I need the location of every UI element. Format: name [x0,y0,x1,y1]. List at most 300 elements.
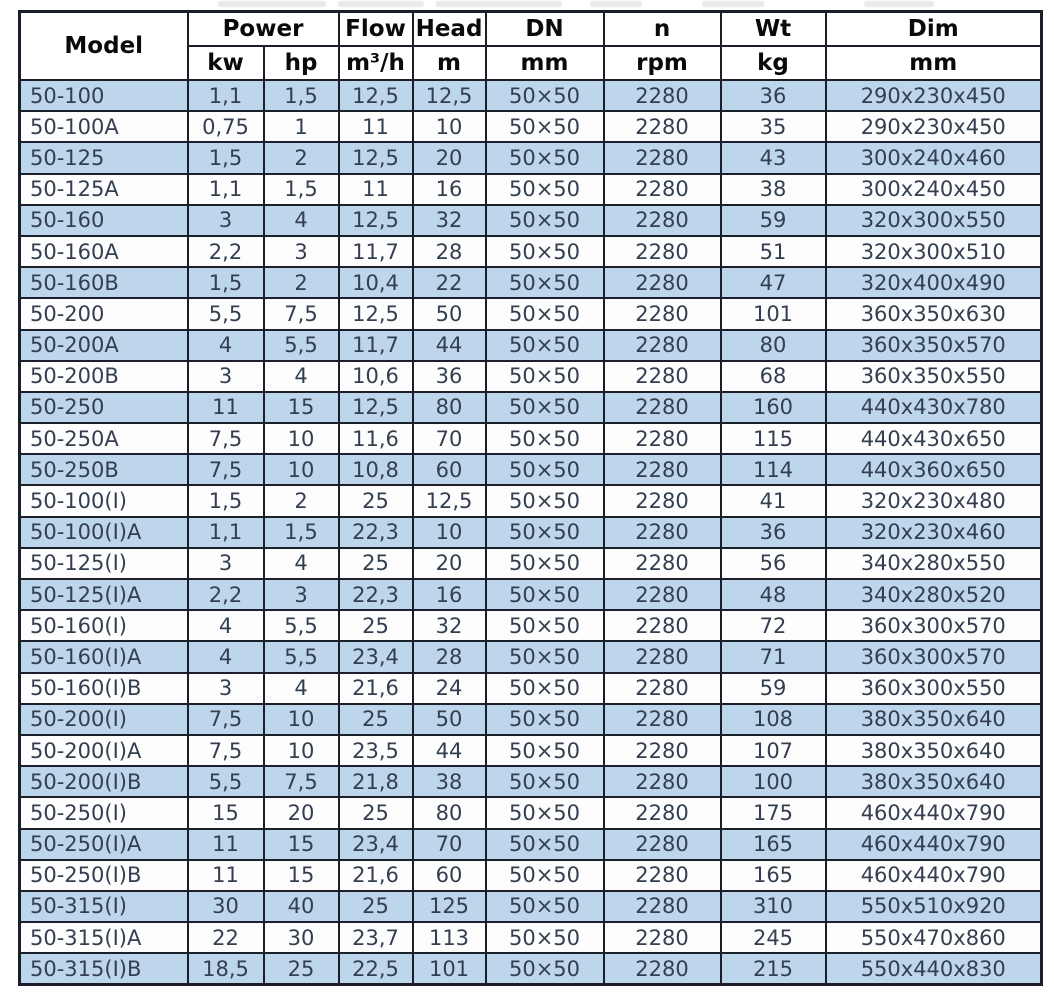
cell-dn: 50×50 [486,517,604,548]
cropped-content-artifact [590,1,642,7]
cell-dn: 50×50 [486,922,604,953]
table-row [20,361,1042,392]
cell-head: 28 [413,641,486,672]
cell-kw: 11 [188,392,264,423]
cell-dim: 550x510x920 [826,891,1042,922]
cell-model: 50-315(I) [20,891,188,922]
cell-model: 50-100(I) [20,485,188,516]
table-row [20,298,1042,329]
table-row [20,454,1042,485]
cell-model: 50-100(I)A [20,517,188,548]
cell-dim: 320x300x510 [826,236,1042,267]
cell-flow: 22,5 [339,953,413,985]
cell-n: 2280 [604,142,721,173]
cell-wt: 107 [721,735,826,766]
cell-kw: 2,2 [188,579,264,610]
cell-flow: 11 [339,174,413,205]
cell-flow: 10,6 [339,361,413,392]
cell-flow: 25 [339,704,413,735]
cell-flow: 23,5 [339,735,413,766]
cell-model: 50-200B [20,361,188,392]
cell-wt: 51 [721,236,826,267]
cell-head: 24 [413,673,486,704]
cell-kw: 7,5 [188,423,264,454]
cell-kw: 11 [188,829,264,860]
col-header-flow: Flow [339,12,413,47]
cell-model: 50-125 [20,142,188,173]
cell-flow: 25 [339,485,413,516]
cell-wt: 80 [721,330,826,361]
cell-head: 44 [413,735,486,766]
cell-flow: 11 [339,111,413,142]
cell-hp: 10 [264,735,339,766]
cell-hp: 5,5 [264,330,339,361]
cell-model: 50-250B [20,454,188,485]
cell-hp: 25 [264,953,339,985]
cell-wt: 36 [721,517,826,548]
cell-dim: 340x280x520 [826,579,1042,610]
cell-n: 2280 [604,891,721,922]
cell-n: 2280 [604,267,721,298]
cell-kw: 1,5 [188,267,264,298]
cell-dim: 360x300x550 [826,673,1042,704]
cell-n: 2280 [604,641,721,672]
cell-n: 2280 [604,174,721,205]
cell-n: 2280 [604,485,721,516]
table-row [20,704,1042,735]
cell-dim: 290x230x450 [826,111,1042,142]
cell-dn: 50×50 [486,766,604,797]
cell-flow: 25 [339,891,413,922]
cell-kw: 3 [188,205,264,236]
cell-head: 16 [413,579,486,610]
cell-flow: 12,5 [339,80,413,111]
cell-hp: 4 [264,673,339,704]
cell-hp: 1,5 [264,174,339,205]
table-row [20,236,1042,267]
col-header-dn: DN [486,12,604,47]
cell-model: 50-160A [20,236,188,267]
cell-model: 50-100A [20,111,188,142]
cell-n: 2280 [604,298,721,329]
cell-dn: 50×50 [486,829,604,860]
cell-n: 2280 [604,953,721,985]
table-row [20,205,1042,236]
cell-model: 50-160(I)A [20,641,188,672]
cell-hp: 3 [264,579,339,610]
cell-hp: 5,5 [264,610,339,641]
unit-header-kw: kw [188,46,264,80]
cropped-content-artifact [338,1,424,7]
table-header [20,12,1042,81]
cell-model: 50-250(I) [20,797,188,828]
cell-flow: 12,5 [339,298,413,329]
cell-dim: 460x440x790 [826,829,1042,860]
cell-model: 50-200(I) [20,704,188,735]
cell-kw: 7,5 [188,454,264,485]
cell-wt: 71 [721,641,826,672]
table-row [20,641,1042,672]
cell-n: 2280 [604,860,721,891]
cell-model: 50-200A [20,330,188,361]
cell-dim: 340x280x550 [826,548,1042,579]
cell-head: 22 [413,267,486,298]
table-row [20,922,1042,953]
cell-hp: 2 [264,142,339,173]
unit-header-head: m [413,46,486,80]
table-row [20,735,1042,766]
cell-kw: 30 [188,891,264,922]
cell-dn: 50×50 [486,111,604,142]
cell-hp: 30 [264,922,339,953]
cell-flow: 10,4 [339,267,413,298]
cell-dn: 50×50 [486,298,604,329]
cell-wt: 114 [721,454,826,485]
cell-n: 2280 [604,766,721,797]
cell-kw: 5,5 [188,766,264,797]
cell-head: 32 [413,610,486,641]
cell-wt: 175 [721,797,826,828]
cell-wt: 36 [721,80,826,111]
table-row [20,485,1042,516]
cell-wt: 68 [721,361,826,392]
cell-hp: 4 [264,205,339,236]
cell-wt: 41 [721,485,826,516]
cell-dim: 360x300x570 [826,610,1042,641]
cell-n: 2280 [604,829,721,860]
cell-hp: 20 [264,797,339,828]
table-row [20,673,1042,704]
cell-dn: 50×50 [486,205,604,236]
cell-dim: 380x350x640 [826,735,1042,766]
cell-head: 12,5 [413,485,486,516]
cell-hp: 5,5 [264,641,339,672]
cell-head: 10 [413,517,486,548]
cell-model: 50-315(I)B [20,953,188,985]
cell-flow: 22,3 [339,517,413,548]
cell-head: 28 [413,236,486,267]
cell-head: 32 [413,205,486,236]
cropped-content-artifact [864,1,934,7]
cell-dim: 440x430x650 [826,423,1042,454]
cell-dn: 50×50 [486,454,604,485]
cell-model: 50-125A [20,174,188,205]
unit-header-dim: mm [826,46,1042,80]
cell-hp: 10 [264,704,339,735]
cell-kw: 2,2 [188,236,264,267]
cell-kw: 1,1 [188,517,264,548]
cell-model: 50-125(I)A [20,579,188,610]
cell-flow: 11,7 [339,236,413,267]
cell-head: 60 [413,454,486,485]
cell-dn: 50×50 [486,735,604,766]
cell-dn: 50×50 [486,485,604,516]
cell-model: 50-250(I)B [20,860,188,891]
table-row [20,392,1042,423]
cell-wt: 38 [721,174,826,205]
cell-hp: 15 [264,392,339,423]
cell-flow: 25 [339,610,413,641]
cell-model: 50-100 [20,80,188,111]
cell-dn: 50×50 [486,891,604,922]
cell-kw: 3 [188,548,264,579]
cell-hp: 10 [264,454,339,485]
cell-kw: 3 [188,361,264,392]
table-row [20,517,1042,548]
cell-wt: 72 [721,610,826,641]
cell-kw: 11 [188,860,264,891]
cell-head: 10 [413,111,486,142]
cell-model: 50-200 [20,298,188,329]
cell-n: 2280 [604,205,721,236]
cell-dim: 320x230x480 [826,485,1042,516]
cell-head: 20 [413,548,486,579]
table-row [20,579,1042,610]
cell-model: 50-250A [20,423,188,454]
cell-wt: 165 [721,860,826,891]
table-row [20,610,1042,641]
cell-dim: 320x230x460 [826,517,1042,548]
cell-head: 16 [413,174,486,205]
unit-header-flow: m³/h [339,46,413,80]
cell-dim: 300x240x460 [826,142,1042,173]
cell-dn: 50×50 [486,236,604,267]
cell-dn: 50×50 [486,704,604,735]
cell-model: 50-160(I) [20,610,188,641]
cell-wt: 115 [721,423,826,454]
cell-dim: 360x300x570 [826,641,1042,672]
table-row [20,548,1042,579]
cell-dn: 50×50 [486,142,604,173]
cell-model: 50-250 [20,392,188,423]
cell-n: 2280 [604,922,721,953]
cell-n: 2280 [604,517,721,548]
cell-n: 2280 [604,579,721,610]
cell-dn: 50×50 [486,641,604,672]
cell-flow: 12,5 [339,205,413,236]
cell-flow: 11,6 [339,423,413,454]
cell-dn: 50×50 [486,423,604,454]
cell-flow: 23,7 [339,922,413,953]
cell-n: 2280 [604,548,721,579]
cell-dim: 300x240x450 [826,174,1042,205]
cell-dim: 460x440x790 [826,860,1042,891]
cell-hp: 1,5 [264,80,339,111]
cell-head: 70 [413,829,486,860]
table-row [20,423,1042,454]
cell-dn: 50×50 [486,860,604,891]
cell-n: 2280 [604,735,721,766]
cell-flow: 21,6 [339,673,413,704]
cell-head: 125 [413,891,486,922]
cell-n: 2280 [604,423,721,454]
cell-n: 2280 [604,704,721,735]
cell-head: 44 [413,330,486,361]
unit-header-dn: mm [486,46,604,80]
cell-dn: 50×50 [486,80,604,111]
cell-kw: 0,75 [188,111,264,142]
cell-dn: 50×50 [486,610,604,641]
header-row-groups [20,12,1042,47]
cell-wt: 215 [721,953,826,985]
cell-kw: 1,5 [188,142,264,173]
cell-dim: 460x440x790 [826,797,1042,828]
cell-wt: 59 [721,673,826,704]
cell-dim: 360x350x570 [826,330,1042,361]
cell-n: 2280 [604,330,721,361]
cell-flow: 22,3 [339,579,413,610]
cell-hp: 10 [264,423,339,454]
cell-dn: 50×50 [486,361,604,392]
cell-hp: 1,5 [264,517,339,548]
cell-model: 50-250(I)A [20,829,188,860]
cell-flow: 23,4 [339,829,413,860]
table-row [20,330,1042,361]
table-row [20,797,1042,828]
cell-kw: 5,5 [188,298,264,329]
cell-n: 2280 [604,797,721,828]
cell-head: 50 [413,704,486,735]
cell-dn: 50×50 [486,330,604,361]
cell-model: 50-160B [20,267,188,298]
cell-wt: 160 [721,392,826,423]
cell-flow: 23,4 [339,641,413,672]
cell-wt: 48 [721,579,826,610]
cell-kw: 1,1 [188,80,264,111]
cell-dn: 50×50 [486,953,604,985]
cell-model: 50-200(I)A [20,735,188,766]
cell-head: 20 [413,142,486,173]
cell-flow: 11,7 [339,330,413,361]
cell-head: 80 [413,797,486,828]
cell-dim: 290x230x450 [826,80,1042,111]
cell-hp: 4 [264,548,339,579]
cell-dn: 50×50 [486,673,604,704]
cell-wt: 47 [721,267,826,298]
cell-dim: 550x470x860 [826,922,1042,953]
table-body [20,80,1042,985]
table-row [20,766,1042,797]
table-row [20,891,1042,922]
table-row [20,829,1042,860]
cell-dn: 50×50 [486,174,604,205]
cropped-content-artifact [702,1,764,7]
cell-dim: 380x350x640 [826,704,1042,735]
cell-flow: 12,5 [339,142,413,173]
cell-wt: 59 [721,205,826,236]
cell-model: 50-160(I)B [20,673,188,704]
cell-wt: 35 [721,111,826,142]
cell-model: 50-315(I)A [20,922,188,953]
cell-head: 113 [413,922,486,953]
cell-kw: 7,5 [188,704,264,735]
table-row [20,80,1042,111]
cell-head: 38 [413,766,486,797]
cell-hp: 2 [264,485,339,516]
cell-dim: 440x360x650 [826,454,1042,485]
cell-dim: 550x440x830 [826,953,1042,985]
cell-wt: 165 [721,829,826,860]
cell-hp: 7,5 [264,766,339,797]
table-row [20,111,1042,142]
cell-dim: 320x300x550 [826,205,1042,236]
cell-n: 2280 [604,361,721,392]
cropped-content-artifact [218,1,326,7]
col-header-n: n [604,12,721,47]
cell-model: 50-160 [20,205,188,236]
cell-dim: 320x400x490 [826,267,1042,298]
table-row [20,142,1042,173]
cropped-content-artifact [436,1,562,7]
cell-hp: 3 [264,236,339,267]
cell-dim: 360x350x630 [826,298,1042,329]
cell-kw: 4 [188,330,264,361]
cell-hp: 15 [264,860,339,891]
cell-n: 2280 [604,111,721,142]
cell-n: 2280 [604,236,721,267]
cell-kw: 22 [188,922,264,953]
table-row [20,267,1042,298]
col-header-power: Power [188,12,339,47]
cell-wt: 310 [721,891,826,922]
cell-wt: 43 [721,142,826,173]
table-row [20,953,1042,985]
col-header-model: Model [20,12,188,81]
cell-hp: 7,5 [264,298,339,329]
cell-dn: 50×50 [486,548,604,579]
cell-kw: 1,5 [188,485,264,516]
cell-head: 36 [413,361,486,392]
cell-dn: 50×50 [486,392,604,423]
pump-spec-table [18,10,1043,986]
cell-head: 12,5 [413,80,486,111]
cell-wt: 245 [721,922,826,953]
cell-head: 101 [413,953,486,985]
cell-n: 2280 [604,454,721,485]
cell-head: 70 [413,423,486,454]
cell-wt: 101 [721,298,826,329]
cell-hp: 1 [264,111,339,142]
cell-wt: 100 [721,766,826,797]
cell-flow: 21,8 [339,766,413,797]
unit-header-hp: hp [264,46,339,80]
cell-flow: 12,5 [339,392,413,423]
col-header-dim: Dim [826,12,1042,47]
cell-kw: 18,5 [188,953,264,985]
cell-n: 2280 [604,673,721,704]
col-header-head: Head [413,12,486,47]
cell-flow: 25 [339,797,413,828]
cell-model: 50-125(I) [20,548,188,579]
cell-hp: 40 [264,891,339,922]
cell-kw: 4 [188,610,264,641]
cell-flow: 10,8 [339,454,413,485]
cell-dim: 440x430x780 [826,392,1042,423]
cell-head: 60 [413,860,486,891]
cell-kw: 7,5 [188,735,264,766]
cell-dim: 360x350x550 [826,361,1042,392]
cell-flow: 21,6 [339,860,413,891]
cell-n: 2280 [604,392,721,423]
unit-header-wt: kg [721,46,826,80]
table-row [20,860,1042,891]
cell-n: 2280 [604,610,721,641]
unit-header-n: rpm [604,46,721,80]
cell-model: 50-200(I)B [20,766,188,797]
cell-head: 80 [413,392,486,423]
cell-head: 50 [413,298,486,329]
cell-kw: 3 [188,673,264,704]
